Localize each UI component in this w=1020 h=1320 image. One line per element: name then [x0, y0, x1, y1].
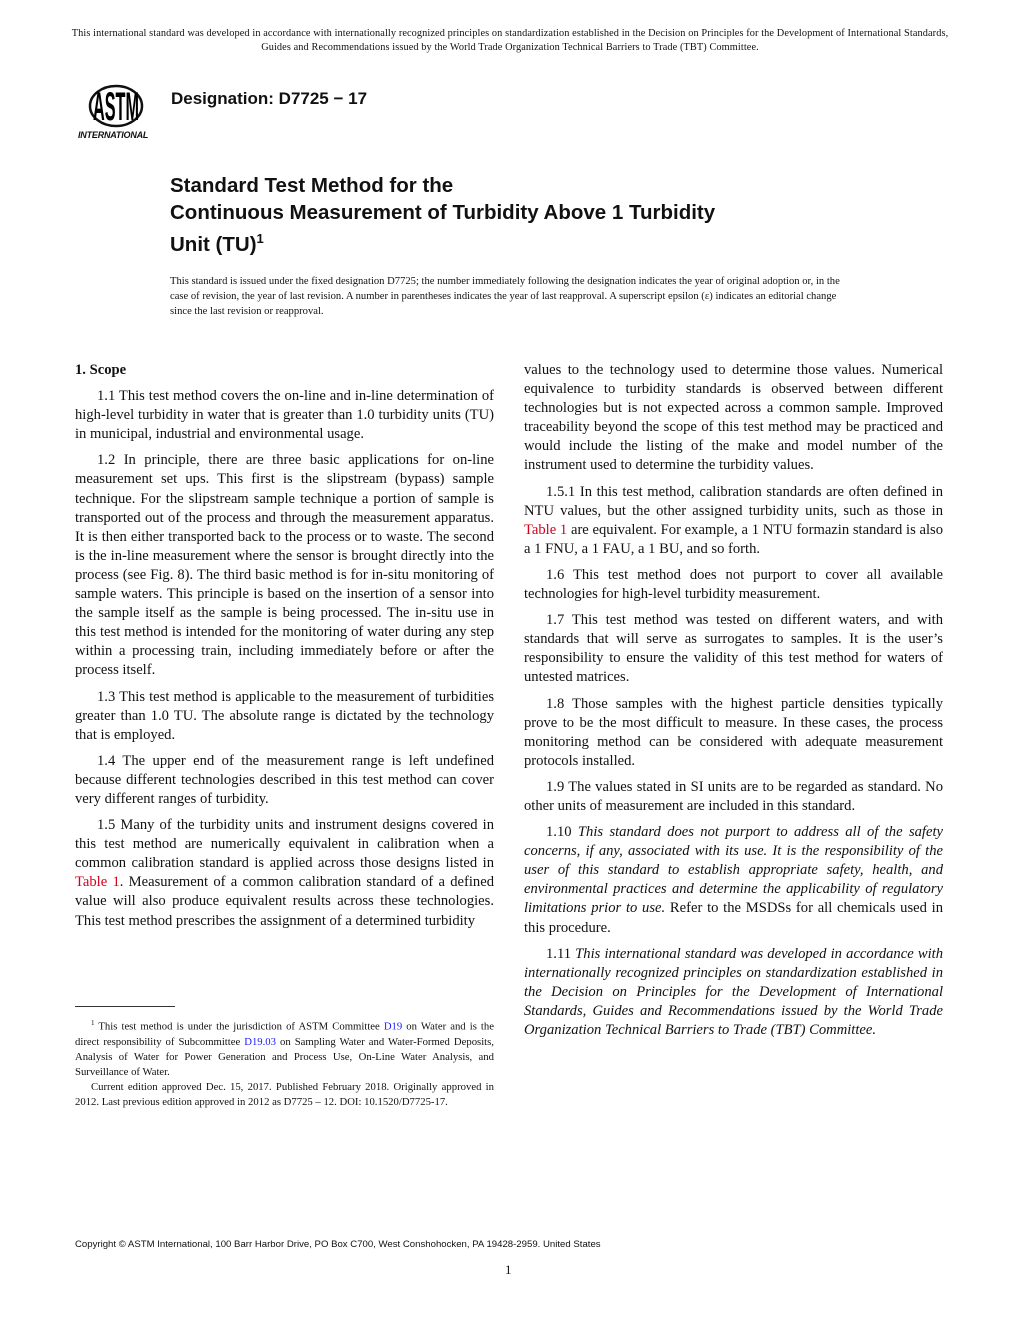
left-column [75, 361, 494, 938]
text: This international standard was developed in accordance with internationally recognized principles on standardization established in the Decision on Principles for the Development of International Standards, Guides and Recommendations issued by the World Trade Organization Technical Barriers to Trade (TBT) Committee. [524, 945, 943, 1038]
paragraph-1-5-1 [524, 483, 943, 559]
text: This test method is under the jurisdiction of ASTM Committee [94, 1020, 384, 1033]
designation: Designation: D7725 − 17 [171, 89, 368, 108]
footnote-ref[interactable]: 1 [256, 231, 264, 246]
text: are equivalent. For example, a 1 NTU formazin standard is also a 1 FNU, a 1 FAU, a 1 BU, and so forth. [524, 521, 943, 557]
paragraph-1-5-continued: values to the technology used to determine those values. Numerical equivalence to turbidity standards is observed between different technologies but is not expected across a common sample. Improved traceability beyond the scope of this test method may be practiced and would include the listing of the make and model number of the instrument used to determine the turbidity values. [524, 362, 943, 474]
paragraph-1-11 [524, 945, 943, 1040]
text: This standard does not purport to address all of the safety concerns, if any, associated with its use. It is the responsibility of the user of this standard to establish appropriate safety, health, and environmental practices and determine the applicability of regulatory limitations prior to use. [524, 824, 943, 917]
astm-logo-icon [76, 78, 160, 134]
text: . Measurement of a common calibration standard of a defined value will also produce equivalent results across these technologies. This test method prescribes the assignment of a determined turbidity [75, 874, 494, 929]
standard-notice: This international standard was developed in accordance with internationally recognized principles on standardization established in the Decision on Principles for the Development of International Standards, Guides and Recommendations issued by the World Trade Organization Technical Barriers to Trade (TBT) Committee. [71, 28, 949, 53]
footnote [75, 1016, 494, 1110]
footnote-marker: 1 [91, 1019, 95, 1027]
title-line: Continuous Measurement of Turbidity Above 1 Turbidity [170, 200, 716, 224]
text: on Water and is the direct responsibility of Subcommittee [75, 1020, 494, 1048]
paragraph-1-10 [524, 823, 943, 938]
title-line: Standard Test Method for the [170, 174, 454, 197]
svg-text:ASTM: ASTM [93, 85, 139, 129]
paragraph-1-6: 1.6 This test method does not purport to cover all available technologies for high-level turbidity measurement. [524, 566, 943, 603]
astm-logo [76, 78, 160, 144]
table-1-link[interactable]: Table 1 [75, 874, 120, 891]
text: 1.5 Many of the turbidity units and instrument designs covered in this test method are numerically equivalent in calibration when a common calibration standard is applied across those designs listed in [75, 817, 494, 872]
right-column [524, 361, 943, 1047]
subcommittee-link[interactable]: D19.03 [244, 1035, 276, 1048]
copyright: Copyright © ASTM International, 100 Barr Harbor Drive, PO Box C700, West Conshohocken, PA 19428-2959. United States [75, 1239, 601, 1250]
text: Refer to the MSDSs for all chemicals used in this procedure. [524, 900, 943, 936]
edition-note: Current edition approved Dec. 15, 2017. Published February 2018. Originally approved in 2012. Last previous edition approved in 2012 as D7725 – 12. DOI: 10.1520/D7725-17. [75, 1080, 494, 1108]
paragraph-1-7: 1.7 This test method was tested on different waters, and with standards that will serve as surrogates to samples. It is the user’s responsibility to ensure the validity of this test method for waters of untested matrices. [524, 612, 943, 686]
table-1-link[interactable]: Table 1 [524, 521, 568, 538]
paragraph-1-8: 1.8 Those samples with the highest particle densities typically prove to be the most difficult to measure. In these cases, the process monitoring method can be considered with adequate measurement protocols installed. [524, 695, 943, 769]
logo-subtitle: INTERNATIONAL [78, 130, 149, 140]
text: on Sampling Water and Water-Formed Deposits, Analysis of Water for Power Generation and Process Use, On-Line Water Analysis, and Surveillance of Water. [75, 1035, 494, 1078]
title-line: Unit (TU) [170, 232, 257, 256]
paragraph-1-3: 1.3 This test method is applicable to the measurement of turbidities greater than 1.0 TU. The absolute range is dictated by the technology that is employed. [75, 688, 494, 743]
text: 1.10 [546, 824, 578, 841]
page-number: 1 [505, 1262, 512, 1277]
section-heading: 1. Scope [75, 362, 127, 378]
text: 1.11 [546, 945, 576, 962]
paragraph-1-5 [75, 816, 494, 931]
paragraph-1-9: 1.9 The values stated in SI units are to be regarded as standard. No other units of measurement are included in this standard. [524, 778, 943, 814]
paragraph-1-2: 1.2 In principle, there are three basic applications for on-line measurement set ups. This first is the slipstream (bypass) sample technique. For the slipstream sample technique a portion of sample is transported out of the process and through the measurement apparatus. It is then either transported back to the process or to waste. The second is the in-line measurement where the sensor is brought directly into the process (see Fig. 8). The third basic method is for in-situ monitoring of sample waters. This principle is based on the insertion of a sensor into the sample itself as the sample is being processed. The in-situ use in this test method is intended for the monitoring of water during any step within a processing train, including immediately before or after the process itself. [75, 452, 494, 679]
committee-link[interactable]: D19 [383, 1020, 403, 1033]
text: 1.5.1 In this test method, calibration standards are often defined in NTU values, but the other assigned turbidity units, such as those in [524, 483, 943, 519]
issue-note: This standard is issued under the fixed designation D7725; the number immediately following the designation indicates the year of original adoption or, in the case of revision, the year of last revision. A number in parentheses indicates the year of last reapproval. A superscript epsilon (ε) indicates an editorial change since the last revision or reapproval. [170, 276, 840, 317]
paragraph-1-4: 1.4 The upper end of the measurement range is left undefined because different technologies described in this test method can cover very different ranges of turbidity. [75, 752, 494, 807]
document-title [170, 173, 715, 258]
footnote-divider [75, 1006, 175, 1007]
paragraph-1-1: 1.1 This test method covers the on-line and in-line determination of high-level turbidity in water that is greater than 1.0 turbidity units (TU) in municipal, industrial and environmental usage. [75, 388, 494, 443]
